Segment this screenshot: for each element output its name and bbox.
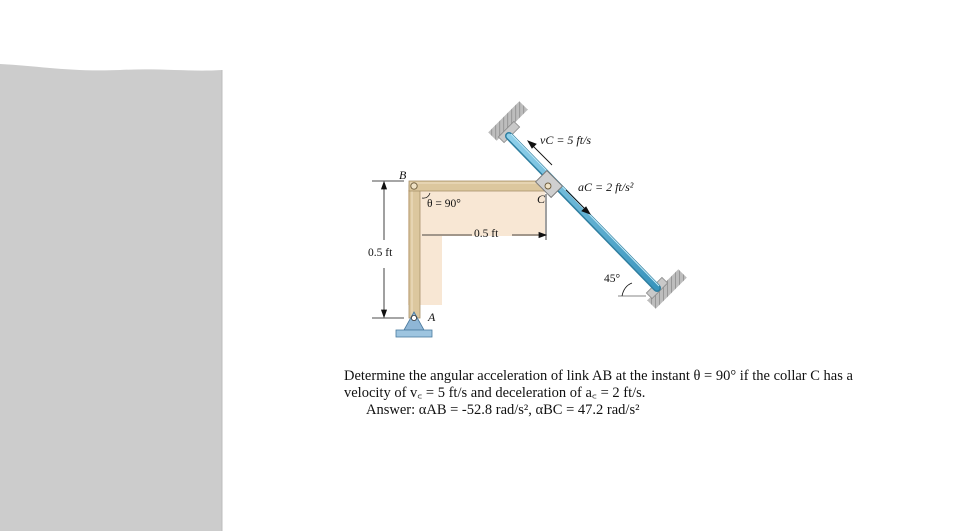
link-bc bbox=[409, 181, 551, 191]
link-ab bbox=[409, 185, 420, 318]
label-theta: θ = 90° bbox=[427, 198, 461, 210]
label-point-b: B bbox=[399, 168, 407, 182]
label-len-bc: 0.5 ft bbox=[474, 228, 499, 240]
label-point-c: C bbox=[537, 192, 546, 206]
label-point-a: A bbox=[428, 310, 436, 324]
angle-arc bbox=[622, 283, 632, 296]
pin-support-a bbox=[396, 312, 432, 337]
label-len-ab: 0.5 ft bbox=[368, 247, 393, 259]
problem-line-1: Determine the angular acceleration of link AB at the instant θ = 90° if the collar C has a bbox=[344, 368, 853, 384]
label-ac: aC = 2 ft/s² bbox=[578, 180, 634, 194]
label-angle: 45° bbox=[604, 273, 621, 285]
problem-line-2: velocity of v꜀ = 5 ft/s and deceleration of a꜀ = 2 ft/s. bbox=[344, 385, 646, 401]
label-vc: vC = 5 ft/s bbox=[540, 133, 592, 147]
problem-statement bbox=[344, 368, 944, 419]
pin-b bbox=[411, 183, 417, 189]
answer-line: Answer: αAB = -52.8 rad/s², αBC = 47.2 rad/s² bbox=[366, 402, 640, 418]
